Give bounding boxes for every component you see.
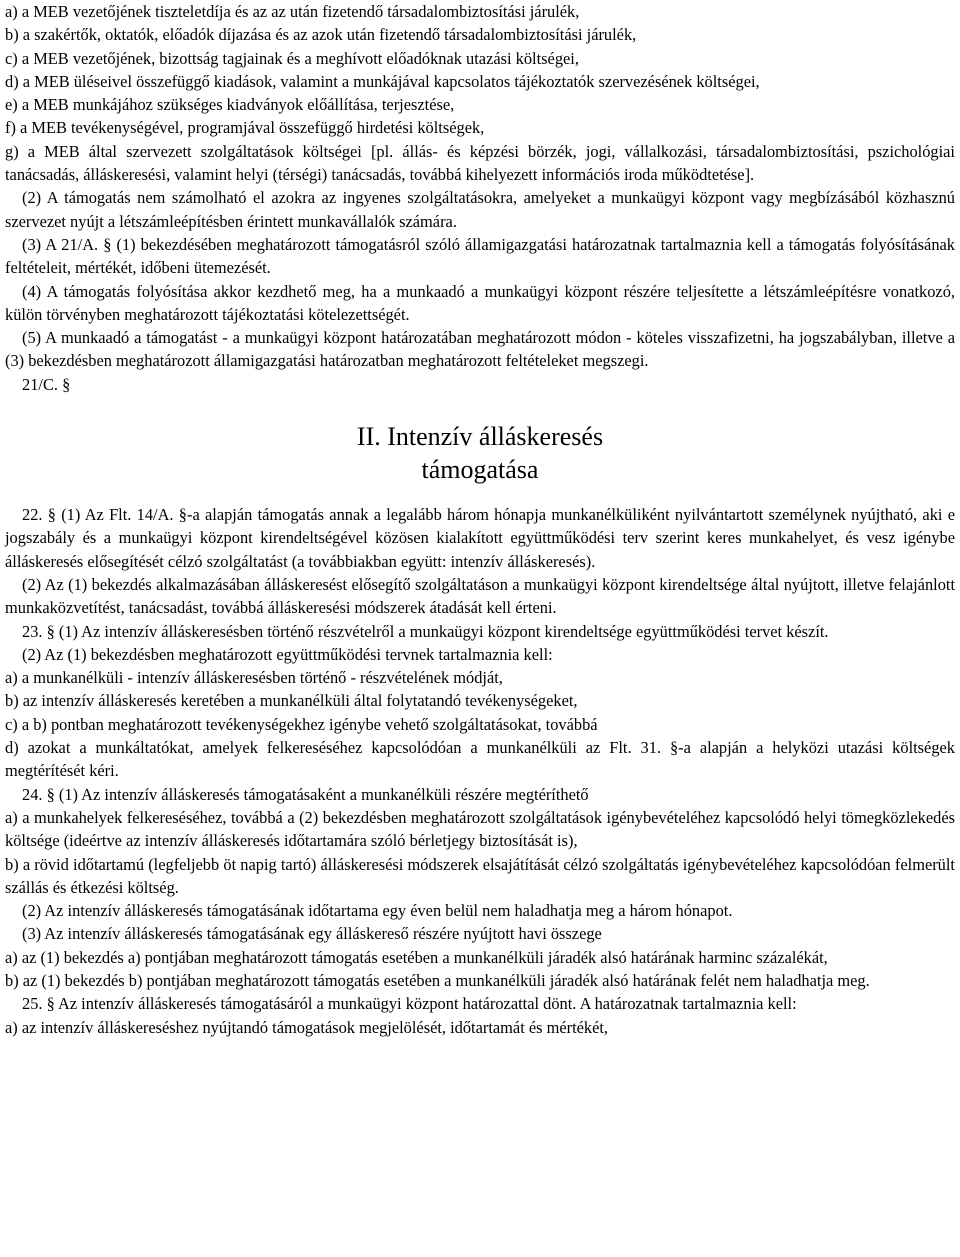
paragraph: a) a munkahelyek felkereséséhez, továbbá a (2) bekezdésben meghatározott szolgáltatások igénybevételéhez kapcsolódó helyi tömegközlekedés költsége (ideértve az intenzív álláskeresés időtartamára szóló bérletjegy biztosítását is), <box>5 807 955 851</box>
paragraph: (2) A támogatás nem számolható el azokra az ingyenes szolgáltatásokra, amelyeket a munkaügyi központ vagy megbízásából közhasznú szervezet nyújt a létszámleépítésben érintett munkavállalók számára. <box>5 188 955 231</box>
paragraph: b) az (1) bekezdés b) pontjában meghatározott támogatás esetében a munkanélküli járadék alsó határának felét nem haladhatja meg. <box>5 970 870 990</box>
paragraph: d) azokat a munkáltatókat, amelyek felkereséséhez kapcsolódóan a munkanélküli az Flt. 31. §-a alapján a helyközi utazási költségek megtérítését kéri. <box>5 738 955 781</box>
paragraph: b) az intenzív álláskeresés keretében a munkanélküli által folytatandó tevékenységeket, <box>5 691 578 711</box>
paragraph: a) a munkanélküli - intenzív álláskeresésben történő - részvételének módját, <box>5 668 503 688</box>
paragraph: 25. § Az intenzív álláskeresés támogatásáról a munkaügyi központ határozattal dönt. A határozatnak tartalmaznia kell: <box>22 994 797 1014</box>
paragraph: g) a MEB által szervezett szolgáltatások költségei [pl. állás- és képzési börzék, jogi, vállalkozási, társadalombiztosítási, pszichológiai tanácsadás, álláskeresési, valamint helyi (térségi) tanácsadás, továbbá kihelyezett információs iroda működtetése]. <box>5 141 955 185</box>
paragraph: b) a szakértők, oktatók, előadók díjazása és az azok után fizetendő társadalombiztosítási járulék, <box>5 25 637 45</box>
paragraph: (2) Az (1) bekezdésben meghatározott együttműködési tervnek tartalmaznia kell: <box>22 644 553 664</box>
paragraph: a) a MEB vezetőjének tiszteletdíja és az az után fizetendő társadalombiztosítási járulék, <box>5 2 580 21</box>
paragraph: c) a MEB vezetőjének, bizottság tagjainak és a meghívott előadóknak utazási költségei, <box>5 48 579 68</box>
paragraph: (3) A 21/A. § (1) bekezdésében meghatározott támogatásról szóló államigazgatási határozatnak tartalmaznia kell a támogatás folyósításának feltételeit, mértékét, időbeni ütemezését. <box>5 234 955 278</box>
paragraph: e) a MEB munkájához szükséges kiadványok előállítása, terjesztése, <box>5 95 455 115</box>
paragraph: a) az (1) bekezdés a) pontjában meghatározott támogatás esetében a munkanélküli járadék alsó határának harminc százalékát, <box>5 947 828 967</box>
paragraph: f) a MEB tevékenységével, programjával összefüggő hirdetési költségek, <box>5 118 485 138</box>
section-heading-line-2: támogatása <box>421 455 539 485</box>
paragraph: 21/C. § <box>22 374 71 394</box>
section-heading-line-1: II. Intenzív álláskeresés <box>356 422 604 452</box>
paragraph: 23. § (1) Az intenzív álláskeresésben történő részvételről a munkaügyi központ kirendeltsége együttműködési tervet készít. <box>22 621 829 641</box>
paragraph: (2) Az intenzív álláskeresés támogatásának időtartama egy éven belül nem haladhatja meg a három hónapot. <box>22 901 733 921</box>
paragraph: 22. § (1) Az Flt. 14/A. §-a alapján támogatás annak a legalább három hónapja munkanélküliként nyilvántartott személynek nyújtható, aki e jogszabály és a munkaügyi központ kirendeltségével közösen kialakított együttműködési terv szerint keres munkahelyet, és vesz igénybe álláskeresés elősegítését célzó szolgáltatást (a továbbiakban együtt: intenzív álláskeresés). <box>5 505 955 571</box>
paragraph: b) a rövid időtartamú (legfeljebb öt napig tartó) álláskeresési módszerek elsajátítását célzó szolgáltatás igénybevételéhez kapcsolódóan felmerült szállás és étkezési költség. <box>5 854 955 897</box>
paragraph: (5) A munkaadó a támogatást - a munkaügyi központ határozatában meghatározott módon - köteles visszafizetni, ha jogszabályban, illetve a (3) bekezdésben meghatározott államigazgatási határozatban meghatározott feltételeket megszegi. <box>5 328 955 371</box>
paragraphs-top <box>5 0 955 396</box>
section-heading <box>5 420 955 486</box>
paragraph: d) a MEB üléseivel összefüggő kiadások, valamint a munkájával kapcsolatos tájékoztatók szervezésének költségei, <box>5 71 760 91</box>
paragraph: c) a b) pontban meghatározott tevékenységekhez igénybe vehető szolgáltatásokat, továbbá <box>5 714 598 734</box>
paragraph: a) az intenzív álláskereséshez nyújtandó támogatások megjelölését, időtartamát és mértékét, <box>5 1017 609 1037</box>
paragraph: (2) Az (1) bekezdés alkalmazásában álláskeresést elősegítő szolgáltatáson a munkaügyi központ kirendeltsége által nyújtott, illetve felajánlott munkaközvetítést, tanácsadást, továbbá álláskeresési módszerek átadását kell érteni. <box>5 574 955 618</box>
paragraphs-bottom <box>5 503 955 1039</box>
paragraph: (3) Az intenzív álláskeresés támogatásának egy álláskereső részére nyújtott havi összege <box>22 924 602 944</box>
paragraph: (4) A támogatás folyósítása akkor kezdhető meg, ha a munkaadó a munkaügyi központ részére teljesítette a létszámleépítésre vonatkozó, külön törvényben meghatározott tájékoztatási kötelezettségét. <box>5 281 955 324</box>
paragraph: 24. § (1) Az intenzív álláskeresés támogatásaként a munkanélküli részére megtéríthető <box>22 784 589 804</box>
